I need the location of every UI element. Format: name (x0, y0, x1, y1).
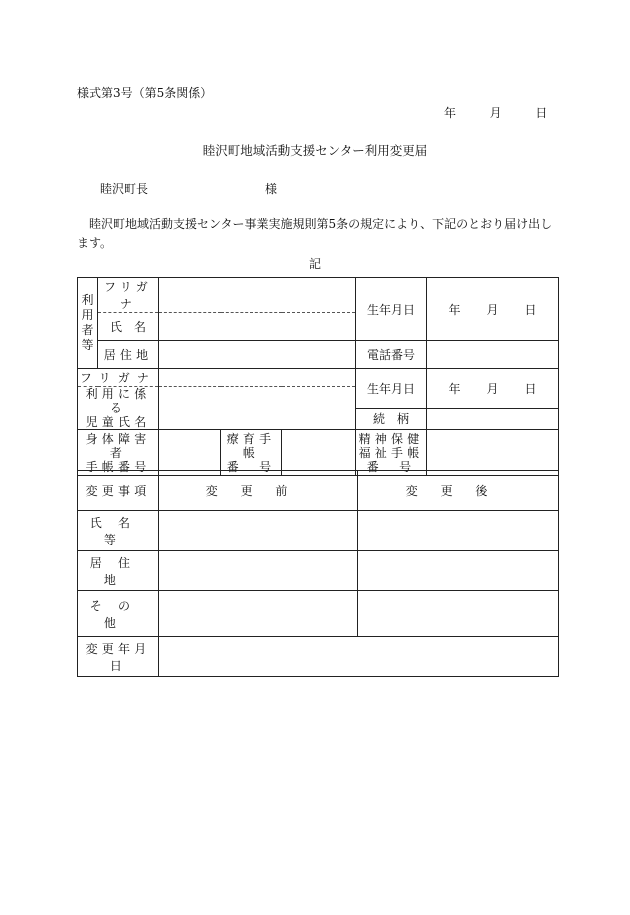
ryoiku-card-field[interactable] (282, 430, 356, 476)
row-label-address: 居住地 (78, 551, 159, 591)
child-name-label (78, 387, 159, 430)
phone-label: 電話番号 (356, 341, 427, 369)
change-date-label: 変更年月日 (78, 637, 159, 677)
ymd-year: 年 (448, 381, 461, 396)
child-name-field[interactable] (159, 387, 356, 430)
date-day-label: 日 (535, 106, 548, 120)
body-text: 睦沢町地域活動支援センター事業実施規則第5条の規定により、下記のとおり届け出します。 (77, 217, 553, 250)
child-label-line1: 利用に係る (85, 387, 151, 415)
relationship-label: 続 柄 (356, 408, 427, 430)
disability-line2: 手帳番号 (85, 459, 151, 474)
birthdate-label: 生年月日 (356, 278, 427, 341)
birthdate-field[interactable] (427, 278, 559, 341)
ymd-month: 月 (486, 381, 499, 396)
furigana-field[interactable] (159, 278, 356, 313)
seishin-line3: 番 号 (366, 459, 416, 474)
form-number: 様式第3号（第5条関係） (77, 86, 213, 100)
user-group-char: 用 (81, 308, 94, 322)
disability-card-field[interactable] (159, 430, 221, 476)
ymd-day: 日 (524, 381, 537, 396)
address-label: 居住地 (98, 341, 159, 369)
address-after-field[interactable] (358, 551, 559, 591)
ki-heading: 記 (308, 257, 321, 271)
address-before-field[interactable] (159, 551, 358, 591)
child-furigana-label: フリガナ (78, 369, 159, 387)
user-info-table (77, 277, 559, 476)
header-change-item: 変更事項 (78, 471, 159, 511)
change-date-field[interactable] (159, 637, 559, 677)
user-group-label (78, 278, 98, 369)
row-label-other: その他 (78, 591, 159, 637)
seishin-line2: 福祉手帳 (358, 445, 424, 460)
addressee-honorific: 様 (265, 182, 278, 196)
seishin-line1: 精神保健 (358, 431, 424, 446)
disability-line1: 身体障害者 (85, 431, 151, 460)
name-before-field[interactable] (159, 511, 358, 551)
header-before: 変更前 (159, 471, 358, 511)
date-month-label: 月 (489, 106, 502, 120)
submission-date (444, 104, 547, 121)
user-group-char: 利 (81, 293, 94, 307)
ryoiku-card-label (221, 430, 282, 476)
date-year-label: 年 (444, 106, 457, 120)
child-birthdate-label: 生年月日 (356, 369, 427, 409)
ryoiku-line1: 療育手帳 (226, 431, 276, 460)
ymd-year: 年 (448, 302, 461, 317)
seishin-card-field[interactable] (427, 430, 559, 476)
name-after-field[interactable] (358, 511, 559, 551)
row-label-name: 氏名等 (78, 511, 159, 551)
child-label-line2: 児童氏名 (85, 415, 151, 429)
ryoiku-line2: 番 号 (226, 459, 276, 474)
relationship-field[interactable] (427, 408, 559, 430)
other-before-field[interactable] (159, 591, 358, 637)
addressee-name: 睦沢町長 (100, 182, 149, 196)
name-field[interactable] (159, 313, 356, 341)
document-title: 睦沢町地域活動支援センター利用変更届 (202, 143, 428, 158)
seishin-card-label (356, 430, 427, 476)
header-after: 変更後 (358, 471, 559, 511)
phone-field[interactable] (427, 341, 559, 369)
ymd-month: 月 (486, 302, 499, 317)
disability-card-label (78, 430, 159, 476)
user-group-char: 等 (81, 338, 94, 352)
change-table (77, 470, 559, 677)
child-birthdate-field[interactable] (427, 369, 559, 409)
name-label: 氏 名 (98, 313, 159, 341)
user-group-char: 者 (81, 323, 94, 337)
child-furigana-field[interactable] (159, 369, 356, 387)
other-after-field[interactable] (358, 591, 559, 637)
address-field[interactable] (159, 341, 356, 369)
furigana-label: フリガナ (98, 278, 159, 313)
ymd-day: 日 (524, 302, 537, 317)
